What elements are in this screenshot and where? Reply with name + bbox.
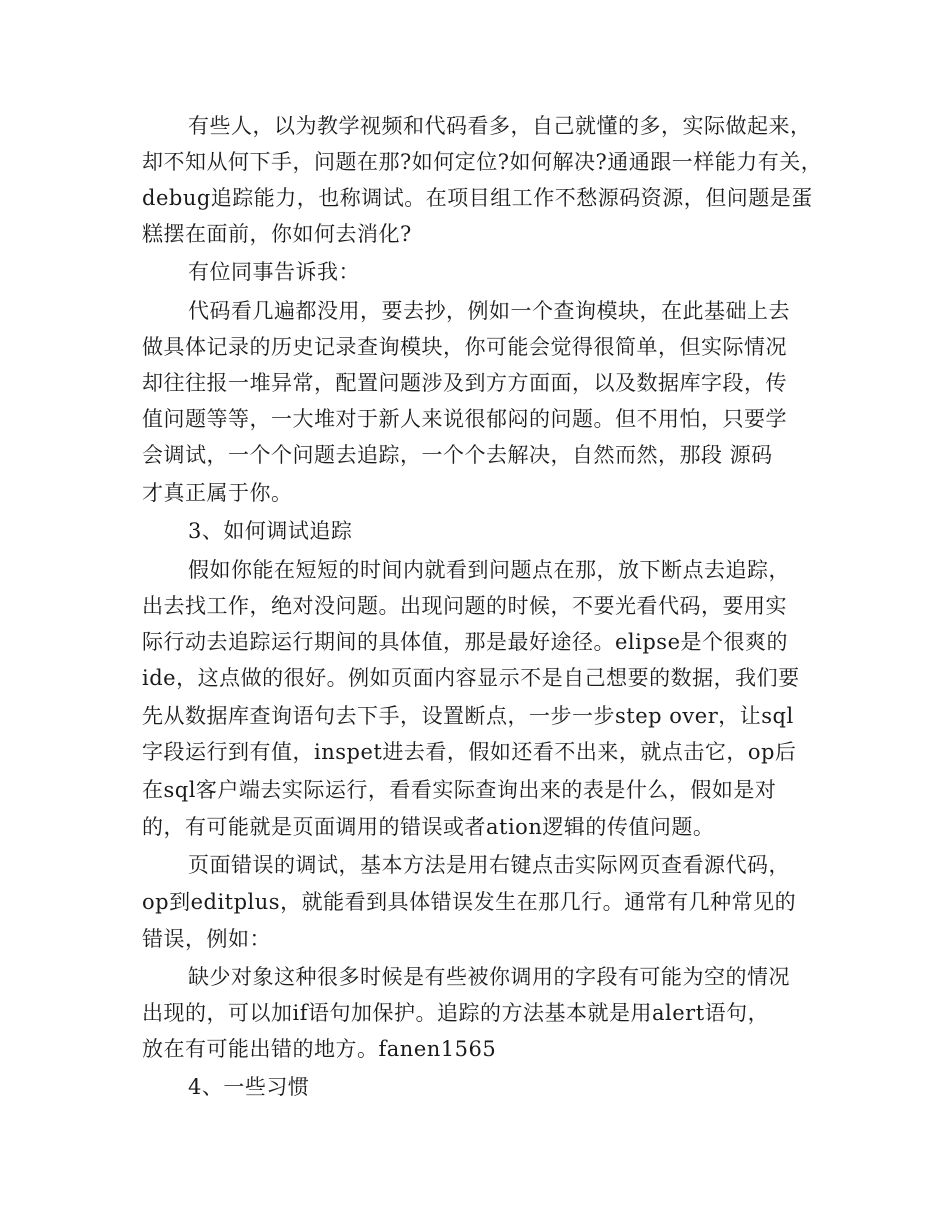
section-heading: 3、如何调试追踪 bbox=[188, 519, 353, 543]
paragraph-line: 有位同事告诉我： bbox=[188, 260, 360, 284]
paragraph-line: 际行动去追踪运行期间的具体值，那是最好途径。elipse是个很爽的 bbox=[142, 630, 789, 654]
paragraph-line: 出去找工作，绝对没问题。出现问题的时候，不要光看代码，要用实 bbox=[142, 594, 787, 618]
paragraph-line: 会调试，一个个问题去追踪，一个个去解决，自然而然，那段 源码 bbox=[142, 443, 773, 467]
paragraph-line: op到editplus，就能看到具体错误发生在那几行。通常有几种常见的 bbox=[142, 890, 797, 914]
paragraph-line: ide，这点做的很好。例如页面内容显示不是自己想要的数据，我们要 bbox=[142, 666, 800, 690]
paragraph-line: 放在有可能出错的地方。fanen1565 bbox=[142, 1037, 497, 1061]
paragraph-line: 先从数据库查询语句去下手，设置断点，一步一步step over，让sql bbox=[142, 704, 794, 728]
paragraph-line: 才真正属于你。 bbox=[142, 481, 293, 505]
paragraph-line: 缺少对象这种很多时候是有些被你调用的字段有可能为空的情况 bbox=[188, 965, 790, 989]
paragraph-line: 出现的，可以加if语句加保护。追踪的方法基本就是用alert语句， bbox=[142, 1001, 770, 1025]
paragraph-line: 却往往报一堆异常，配置问题涉及到方方面面，以及数据库字段，传 bbox=[142, 371, 787, 395]
paragraph-line: 错误，例如： bbox=[142, 927, 271, 951]
paragraph-line: 却不知从何下手，问题在那?如何定位?如何解决?通通跟一样能力有关， bbox=[142, 150, 823, 174]
paragraph-line: 页面错误的调试，基本方法是用右键点击实际网页查看源代码， bbox=[188, 853, 790, 877]
paragraph-line: 代码看几遍都没用，要去抄，例如一个查询模块，在此基础上去 bbox=[188, 299, 790, 323]
section-heading: 4、一些习惯 bbox=[188, 1075, 310, 1099]
paragraph-line: 字段运行到有值，inspet进去看，假如还看不出来，就点击它，op后 bbox=[142, 740, 797, 764]
paragraph-line: 在sql客户端去实际运行，看看实际查询出来的表是什么，假如是对 bbox=[142, 778, 777, 802]
paragraph-line: 值问题等等，一大堆对于新人来说很郁闷的问题。但不用怕，只要学 bbox=[142, 407, 787, 431]
paragraph-line: 做具体记录的历史记录查询模块，你可能会觉得很简单，但实际情况 bbox=[142, 335, 787, 359]
paragraph-line: debug追踪能力，也称调试。在项目组工作不愁源码资源，但问题是蛋 bbox=[142, 186, 813, 210]
paragraph-line: 的，有可能就是页面调用的错误或者ation逻辑的传值问题。 bbox=[142, 815, 715, 839]
paragraph-line: 有些人，以为教学视频和代码看多，自己就懂的多，实际做起来， bbox=[188, 114, 812, 138]
paragraph-line: 糕摆在面前，你如何去消化? bbox=[142, 222, 412, 246]
paragraph-line: 假如你能在短短的时间内就看到问题点在那，放下断点去追踪， bbox=[188, 558, 790, 582]
